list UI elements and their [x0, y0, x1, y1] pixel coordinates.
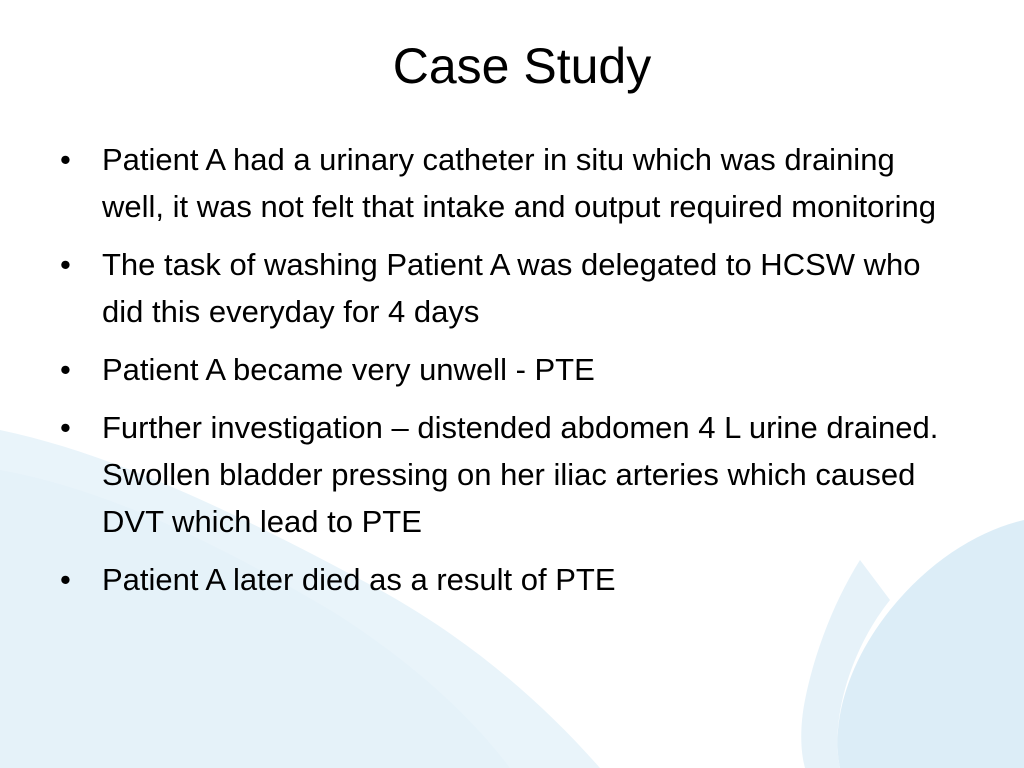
bullet-text: Patient A later died as a result of PTE	[102, 562, 616, 597]
bullet-text: Further investigation – distended abdomen 4 L urine drained. Swollen bladder pressing on her iliac arteries which caused DVT which lead to PTE	[102, 410, 939, 539]
list-item	[56, 556, 956, 603]
bullet-marker: •	[60, 410, 71, 445]
bullet-text: Patient A became very unwell - PTE	[102, 352, 595, 387]
list-item	[56, 404, 956, 545]
bullet-list	[56, 136, 956, 614]
list-item	[56, 241, 956, 335]
bullet-marker: •	[60, 142, 71, 177]
slide-title: Case Study	[392, 38, 652, 94]
bullet-text: The task of washing Patient A was delegated to HCSW who did this everyday for 4 days	[102, 247, 921, 329]
bullet-text: Patient A had a urinary catheter in situ which was draining well, it was not felt that intake and output required monitoring	[102, 142, 937, 224]
list-item	[56, 136, 956, 230]
list-item	[56, 346, 956, 393]
bullet-marker: •	[60, 247, 71, 282]
bullet-marker: •	[60, 352, 71, 387]
bullet-marker: •	[60, 562, 71, 597]
